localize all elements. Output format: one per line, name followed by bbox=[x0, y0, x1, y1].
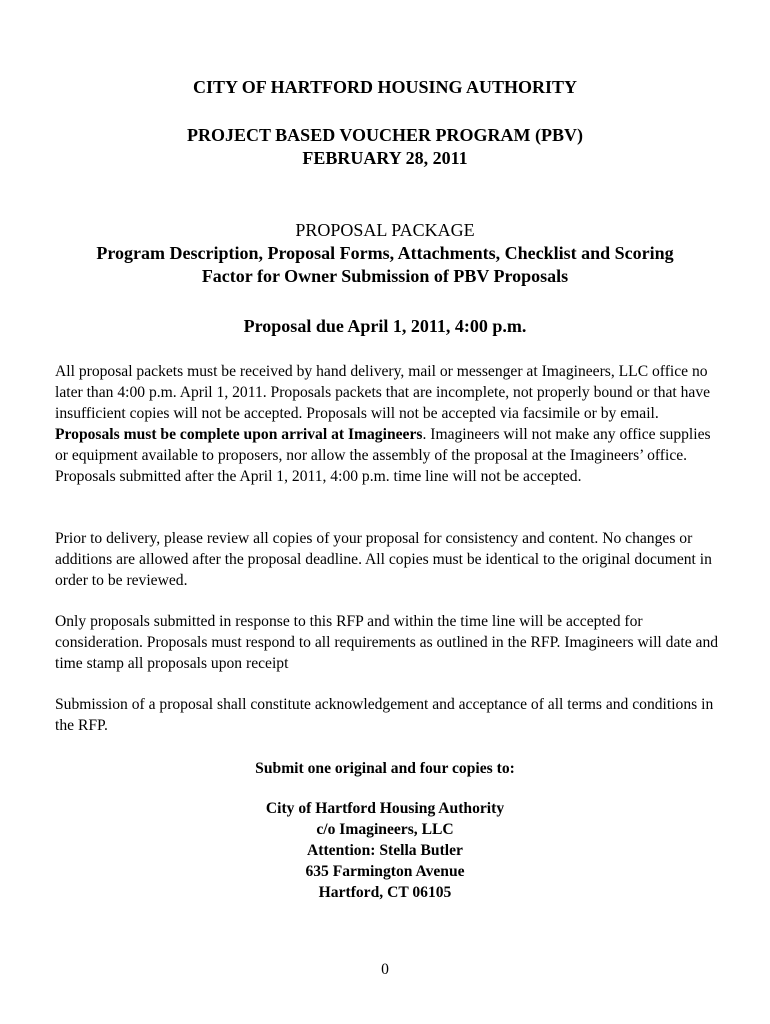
document-date: FEBRUARY 28, 2011 bbox=[302, 148, 468, 168]
package-subtitle-line1: Program Description, Proposal Forms, Attachments, Checklist and Scoring bbox=[96, 243, 674, 263]
delivery-emphasis: Proposals must be complete upon arrival at Imagineers bbox=[55, 426, 423, 443]
due-date: Proposal due April 1, 2011, 4:00 p.m. bbox=[243, 316, 527, 336]
agency-heading bbox=[0, 76, 770, 98]
submission-instruction bbox=[0, 758, 770, 779]
delivery-requirements-paragraph bbox=[55, 361, 720, 487]
acknowledgement-paragraph: Submission of a proposal shall constitute acknowledgement and acceptance of all terms and conditions in the RFP. bbox=[55, 696, 714, 734]
address-line: City of Hartford Housing Authority bbox=[265, 800, 505, 817]
address-line: 635 Farmington Avenue bbox=[305, 863, 465, 880]
address-line: Hartford, CT 06105 bbox=[318, 884, 452, 901]
address-line: Attention: Stella Butler bbox=[307, 842, 463, 859]
package-subtitle-line2: Factor for Owner Submission of PBV Proposals bbox=[201, 266, 569, 286]
program-name: PROJECT BASED VOUCHER PROGRAM (PBV) bbox=[187, 125, 583, 145]
delivery-text-a: All proposal packets must be received by hand delivery, mail or messenger at Imagineers, LLC office no later than 4:00 p.m. April 1, 2011. Proposals packets that are incomplete, not properly bound or that have insufficient copies will not be accepted. Proposals will not be accepted via facsimile or by email. bbox=[55, 363, 711, 422]
mailing-address bbox=[0, 798, 770, 903]
program-heading bbox=[0, 124, 770, 170]
delivery-text-b: . Imagineers will not make any office supplies or equipment available to proposers, nor allow the assembly of the proposal at the Imagineers’ office. Proposals submitted after the April 1, 2011, 4:00 p.m. time line will not be accepted. bbox=[55, 426, 711, 485]
address-line: c/o Imagineers, LLC bbox=[316, 821, 454, 838]
package-heading bbox=[0, 219, 770, 288]
package-title: PROPOSAL PACKAGE bbox=[295, 220, 475, 240]
review-paragraph: Prior to delivery, please review all copies of your proposal for consistency and content. No changes or additions are allowed after the proposal deadline. All copies must be identical to the original document in order to be reviewed. bbox=[55, 530, 712, 589]
agency-name: CITY OF HARTFORD HOUSING AUTHORITY bbox=[192, 77, 578, 97]
acceptance-paragraph: Only proposals submitted in response to this RFP and within the time line will be accepted for consideration. Proposals must respond to all requirements as outlined in the RFP. Imagineers will date and time stamp all proposals upon receipt bbox=[55, 613, 719, 672]
submission-instruction-text: Submit one original and four copies to: bbox=[255, 760, 515, 777]
page-number: 0 bbox=[381, 961, 389, 978]
due-date-heading bbox=[0, 315, 770, 337]
